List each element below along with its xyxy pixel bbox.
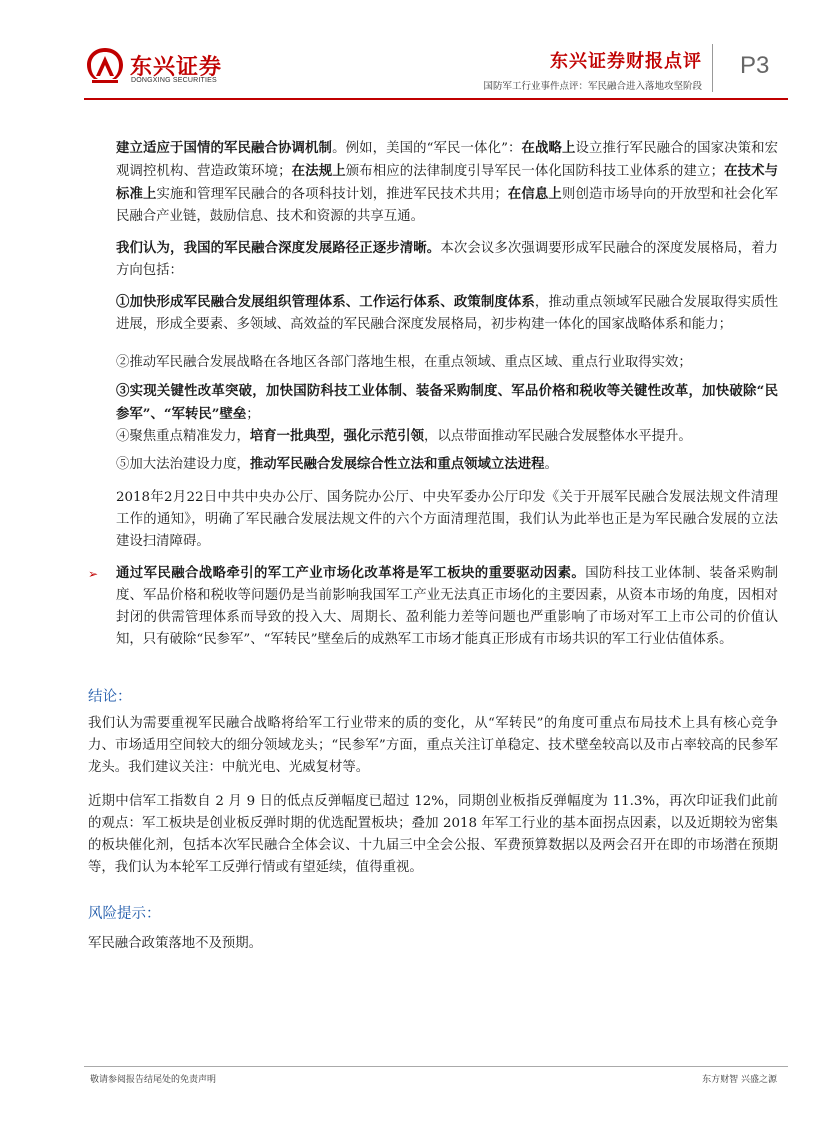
body-text: 设立推行军民融合的国家决策和宏观调控机构、营造政策环境；	[116, 141, 778, 179]
conclusion-paragraph-1	[88, 713, 778, 779]
body-text: 则创造市场导向的开放型和社会化军民融合产业链，鼓励信息、技术和资源的共享互通。	[116, 187, 779, 224]
bullet-arrow-icon: ➢	[88, 567, 99, 581]
bold-text: ①加快形成军民融合发展组织管理体系、工作运行体系、政策制度体系	[116, 294, 535, 310]
page-number: P3	[740, 52, 770, 79]
body-text: ；	[246, 407, 260, 422]
bold-text: 建立适应于国情的军民融合协调机制	[116, 140, 333, 156]
paragraph-development-path	[116, 237, 778, 282]
bold-text: 在战略上	[521, 140, 576, 156]
paragraph-coordination-mechanism	[116, 137, 778, 228]
footer-slogan: 东方财智 兴盛之源	[702, 1075, 777, 1085]
list-item-4	[116, 425, 778, 448]
section-heading-risk: 风险提示：	[88, 906, 161, 922]
paragraph-market-reform	[116, 562, 778, 651]
paragraph-regulation-cleanup	[116, 487, 778, 553]
list-item-1	[116, 291, 778, 336]
header-divider	[712, 44, 713, 92]
body-text: 本次会议多次强调要形成军民融合的深度发展格局，着力方向包括：	[116, 241, 779, 278]
bold-text: 在技术与标准上	[116, 163, 779, 202]
body-text: 近期中信军工指数自 2 月 9 日的低点反弹幅度已超过 12%，同期创业板指反弹幅度为 11.3%，再次印证我们此前的观点：军工板块是创业板反弹时期的优选配置板块；叠加 2018 年军工行业的基本面拐点因素，以及近期较为密集的板块催化剂，包括本次军民融合全体会议、十九届三中全会公报、军费预算数据以及两会召开在即的市场潜在预期等，我们认为本轮军工反弹行情或有望延续，值得重视。	[88, 794, 778, 875]
risk-text	[88, 933, 778, 955]
report-subtitle: 国防军工行业事件点评：军民融合进入落地攻坚阶段	[483, 81, 702, 92]
footer-disclaimer: 敬请参阅报告结尾处的免责声明	[90, 1075, 217, 1085]
logo-mark-icon	[84, 46, 126, 84]
conclusion-paragraph-2	[88, 791, 778, 879]
bold-text: 在法规上	[291, 163, 346, 179]
bold-text: 通过军民融合战略牵引的军工产业市场化改革将是军工板块的重要驱动因素。	[116, 565, 586, 581]
logo-text-cn: 东兴证券	[130, 54, 223, 79]
bold-text: 我们认为，我国的军民融合深度发展路径正逐步清晰。	[116, 240, 441, 256]
body-text: ⑤加大法治建设力度，	[116, 457, 250, 472]
body-text: 。	[544, 457, 558, 472]
header-rule	[84, 98, 788, 100]
list-item-2	[116, 352, 778, 374]
body-text: ，推动重点领域军民融合发展取得实质性进展，形成全要素、多领域、高效益的军民融合深度发展格局，初步构建一体化的国家战略体系和能力；	[116, 295, 779, 332]
body-text: 2018年2月22日中共中央办公厅、国务院办公厅、中央军委办公厅印发《关于开展军民融合发展法规文件清理工作的通知》，明确了军民融合发展法规文件的六个方面清理范围，我们认为此举也正是为军民融合发展的立法建设扫清障碍。	[116, 490, 778, 549]
body-text: 国防科技工业体制、装备采购制度、军品价格和税收等问题仍是当前影响我国军工产业无法真正市场化的主要因素，从资本市场的角度，因相对封闭的供需管理体系而导致的投入大、周期长、盈利能力差等问题也严重影响了市场对军工上市公司的价值认知，只有破除“民参军”、“军转民”壁垒后的成熟军工市场才能真正形成有市场共识的军工行业估值体系。	[116, 566, 779, 647]
body-text: ，以点带面推动军民融合发展整体水平提升。	[423, 429, 692, 444]
bold-text: 培育一批典型，强化示范引领	[249, 428, 424, 444]
body-text: 我们认为需要重视军民融合战略将给军工行业带来的质的变化，从“军转民”的角度可重点布局技术上具有核心竞争力、市场适用空间较大的细分领域龙头；“民参军”方面，重点关注订单稳定、技术壁垒较高以及市占率较高的民参军龙头。我们建议关注：中航光电、光威复材等。	[88, 716, 778, 775]
section-heading-conclusion: 结论：	[88, 689, 132, 705]
body-text: 实施和管理军民融合的各项科技计划，推进军民技术共用；	[156, 187, 508, 202]
bold-text: 在信息上	[507, 186, 562, 202]
company-logo	[84, 46, 244, 90]
logo-text-en: DONGXING SECURITIES	[131, 77, 217, 84]
bold-text: ③实现关键性改革突破，加快国防科技工业体制、装备采购制度、军品价格和税收等关键性改革，加快破除“民参军”、“军转民”壁垒	[116, 383, 778, 422]
body-text: ④聚焦重点精准发力，	[116, 429, 250, 444]
body-text: 。例如，美国的“军民一体化”：	[332, 141, 522, 156]
footer-rule	[84, 1066, 788, 1067]
body-text: 颁布相应的法律制度引导军民一体化国防科技工业体系的建立；	[345, 164, 724, 179]
list-item-5	[116, 453, 778, 476]
report-title: 东兴证券财报点评	[550, 51, 702, 72]
body-text: ②推动军民融合发展战略在各地区各部门落地生根，在重点领域、重点区域、重点行业取得实效；	[116, 355, 692, 370]
list-item-3	[116, 380, 778, 426]
bold-text: 推动军民融合发展综合性立法和重点领域立法进程	[249, 456, 545, 472]
body-text: 军民融合政策落地不及预期。	[88, 936, 263, 951]
